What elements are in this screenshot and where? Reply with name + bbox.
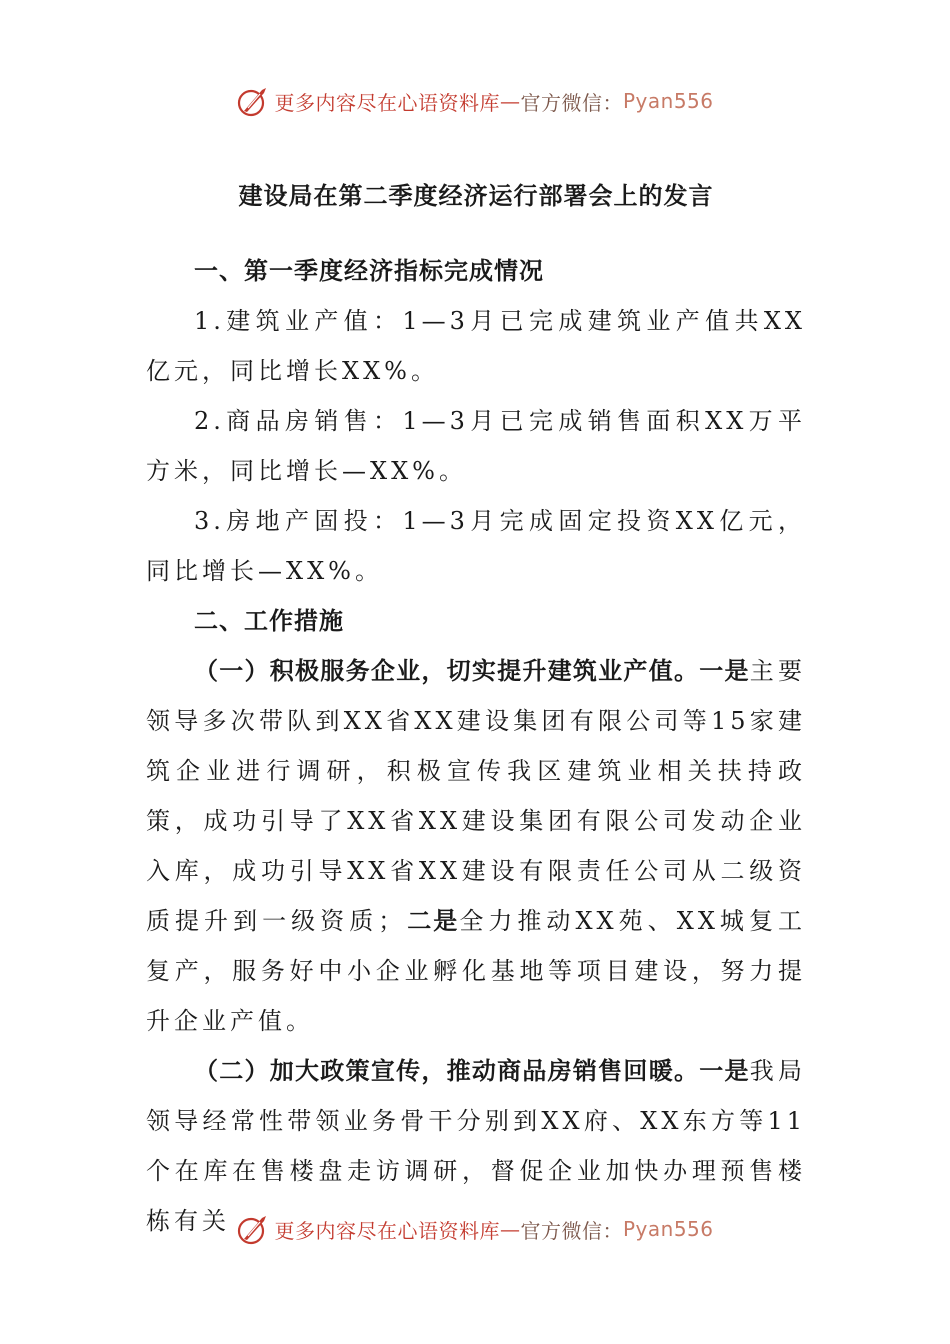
quill-pen-logo-icon [236, 84, 270, 118]
indicator-item-2: 2.商品房销售：1—3月已完成销售面积XX万平方米，同比增长—XX%。 [146, 407, 806, 485]
measure-2-first-text: 我局领导经常性带领业务骨干分别到XX府、XX东方等11个在库在售楼盘走访调研，督促企业加快办理预售楼栋有关 [146, 1057, 807, 1235]
indicator-item-1: 1.建筑业产值：1—3月已完成建筑业产值共XX亿元，同比增长XX%。 [146, 307, 806, 385]
measure-2-first-label: 一是 [699, 1056, 750, 1085]
watermark-wechat-id: Pyan556 [622, 89, 714, 113]
watermark-dash: — [499, 89, 521, 113]
document-body [146, 170, 806, 1246]
indicator-item-3: 3.房地产固投：1—3月完成固定投资XX亿元，同比增长—XX%。 [146, 507, 806, 585]
quill-pen-logo-icon [236, 1212, 270, 1246]
watermark-text: 更多内容尽在心语资料库 [274, 90, 500, 115]
measure-1-first-text: 主要领导多次带队到XX省XX建设集团有限公司等15家建筑企业进行调研，积极宣传我区建筑业相关扶持政策，成功引导了XX省XX建设集团有限公司发动企业入库，成功引导XX省XX建设有限责任公司从二级资质提升到一级资质； [146, 657, 807, 935]
measure-2-lead: （二）加大政策宣传，推动商品房销售回暖。 [194, 1056, 700, 1085]
measure-1-second-label: 二是 [406, 906, 460, 935]
watermark-wechat-id: Pyan556 [622, 1217, 714, 1241]
watermark-text: 更多内容尽在心语资料库 [274, 1218, 500, 1243]
measure-1-lead: （一）积极服务企业，切实提升建筑业产值。 [194, 656, 700, 685]
watermark-wechat-label: 官方微信： [520, 1218, 623, 1243]
footer-watermark [0, 1212, 950, 1246]
measure-1-second-text: 全力推动XX苑、XX城复工复产，服务好中小企业孵化基地等项目建设，努力提升企业产值。 [146, 907, 806, 1035]
section-heading-2: 二、工作措施 [194, 606, 344, 635]
watermark-wechat-label: 官方微信： [520, 90, 623, 115]
measure-1-first-label: 一是 [699, 656, 750, 685]
section-heading-1: 一、第一季度经济指标完成情况 [194, 256, 544, 285]
watermark-dash: — [499, 1217, 521, 1241]
measure-paragraph-1 [146, 646, 806, 1046]
document-title: 建设局在第二季度经济运行部署会上的发言 [238, 181, 714, 210]
header-watermark [0, 84, 950, 118]
